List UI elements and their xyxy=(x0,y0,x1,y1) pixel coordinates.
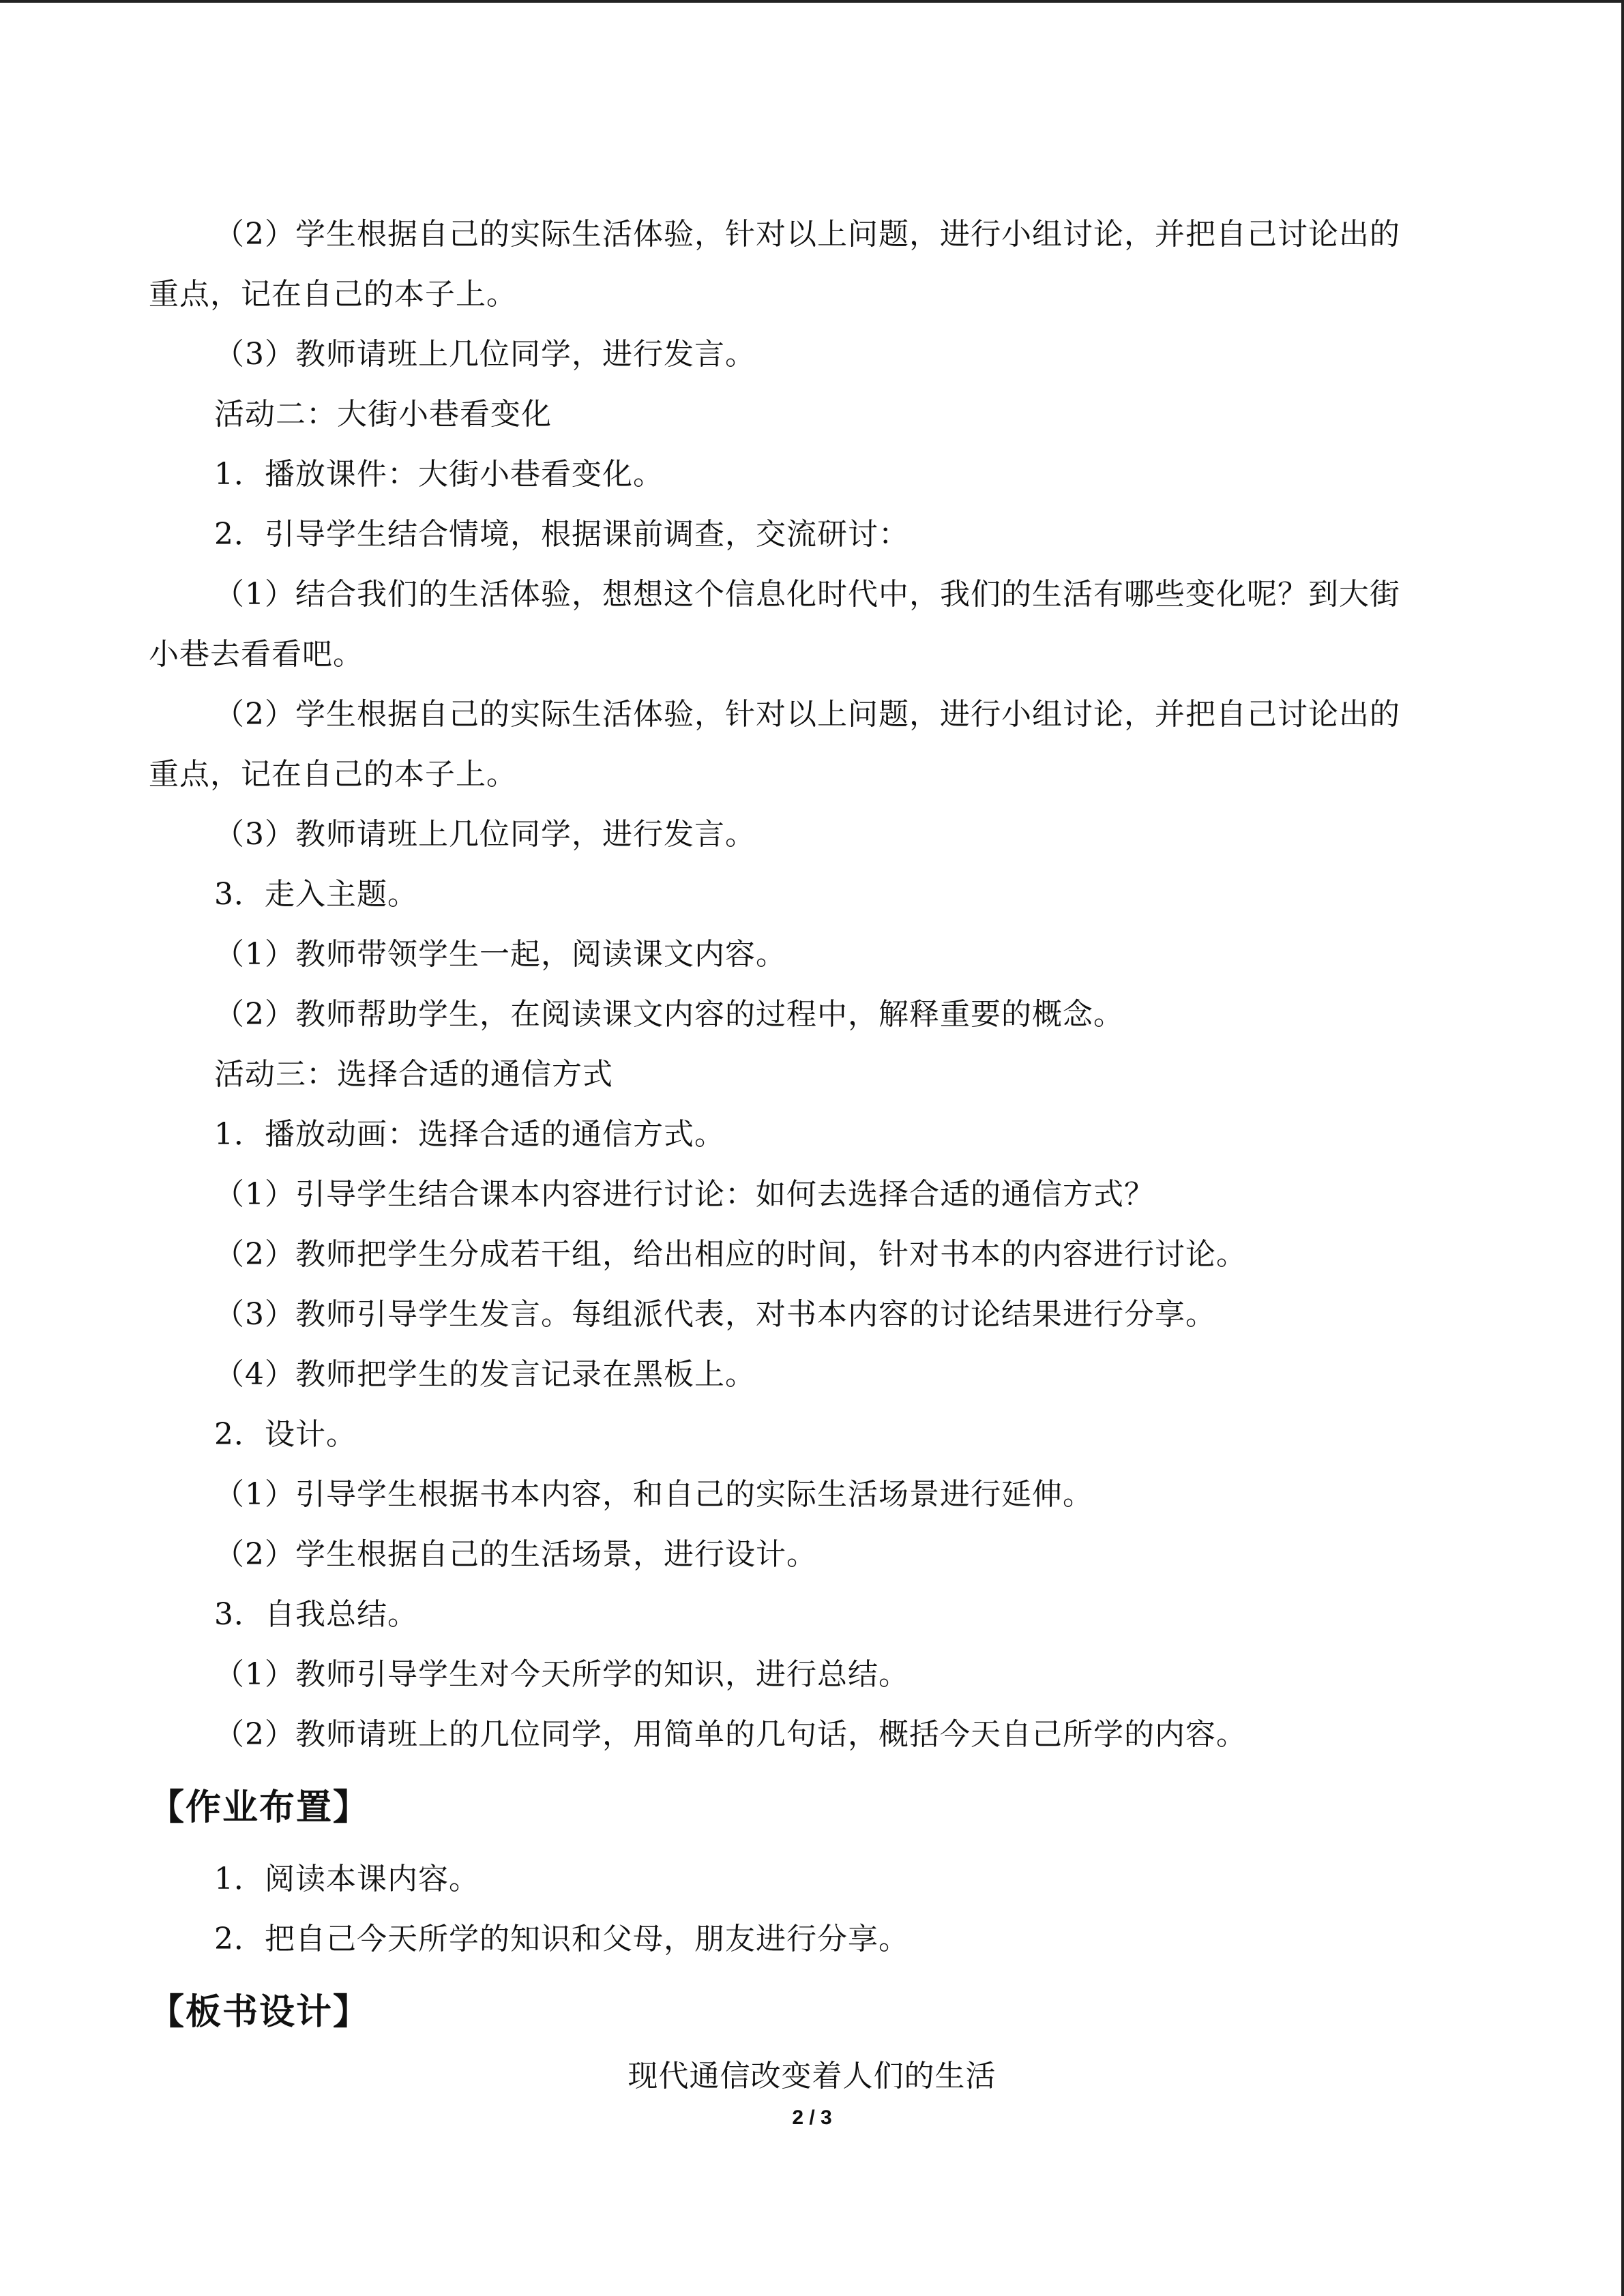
paragraph: （2）教师把学生分成若干组，给出相应的时间，针对书本的内容进行讨论。 xyxy=(214,1237,1247,1272)
paragraph-continuation: 小巷去看看吧。 xyxy=(149,637,364,672)
paragraph: （1）引导学生根据书本内容，和自己的实际生活场景进行延伸。 xyxy=(214,1477,1093,1512)
homework-item: 1．阅读本课内容。 xyxy=(214,1862,479,1896)
paragraph: （1）引导学生结合课本内容进行讨论：如何去选择合适的通信方式？ xyxy=(214,1177,1155,1212)
paragraph: 1．播放课件：大街小巷看变化。 xyxy=(214,457,664,492)
paragraph xyxy=(149,685,1486,805)
document-body xyxy=(149,205,1486,2054)
paragraph-continuation: 重点，记在自己的本子上。 xyxy=(149,277,517,312)
paragraph-text: （2）学生根据自己的实际生活体验，针对以上问题，进行小组讨论，并把自己讨论出的 xyxy=(214,697,1400,732)
paragraph: （2）教师帮助学生，在阅读课文内容的过程中，解释重要的概念。 xyxy=(214,997,1124,1032)
page-number: 2 / 3 xyxy=(792,2106,832,2129)
page-right-border xyxy=(1621,0,1624,2296)
paragraph: 2．引导学生结合情境，根据课前调查，交流研讨： xyxy=(214,517,909,552)
homework-item: 2．把自己今天所学的知识和父母，朋友进行分享。 xyxy=(214,1922,909,1956)
paragraph: 3．自我总结。 xyxy=(214,1597,418,1632)
page-top-border xyxy=(0,0,1624,3)
activity-heading: 活动三：选择合适的通信方式 xyxy=(214,1057,613,1092)
paragraph xyxy=(149,565,1486,685)
paragraph: （4）教师把学生的发言记录在黑板上。 xyxy=(214,1357,756,1392)
paragraph-text: （1）结合我们的生活体验，想想这个信息化时代中，我们的生活有哪些变化呢？到大街 xyxy=(214,577,1400,612)
paragraph-continuation: 重点，记在自己的本子上。 xyxy=(149,757,517,792)
paragraph xyxy=(149,205,1486,325)
paragraph: （1）教师带领学生一起，阅读课文内容。 xyxy=(214,937,786,972)
paragraph: （3）教师请班上几位同学，进行发言。 xyxy=(214,817,756,852)
paragraph: （3）教师引导学生发言。每组派代表，对书本内容的讨论结果进行分享。 xyxy=(214,1297,1216,1332)
board-design-heading: 【板书设计】 xyxy=(149,1992,370,2033)
activity-heading: 活动二：大街小巷看变化 xyxy=(214,397,552,432)
paragraph: （2）学生根据自己的生活场景，进行设计。 xyxy=(214,1537,817,1572)
paragraph: 1．播放动画：选择合适的通信方式。 xyxy=(214,1117,725,1152)
paragraph: 3．走入主题。 xyxy=(214,877,418,912)
paragraph: 2．设计。 xyxy=(214,1417,357,1452)
paragraph: （1）教师引导学生对今天所学的知识，进行总结。 xyxy=(214,1657,909,1692)
paragraph: （3）教师请班上几位同学，进行发言。 xyxy=(214,337,756,372)
paragraph: （2）教师请班上的几位同学，用简单的几句话，概括今天自己所学的内容。 xyxy=(214,1717,1247,1752)
homework-heading: 【作业布置】 xyxy=(149,1787,370,1828)
paragraph-text: （2）学生根据自己的实际生活体验，针对以上问题，进行小组讨论，并把自己讨论出的 xyxy=(214,217,1400,252)
board-design-title: 现代通信改变着人们的生活 xyxy=(628,2059,996,2093)
